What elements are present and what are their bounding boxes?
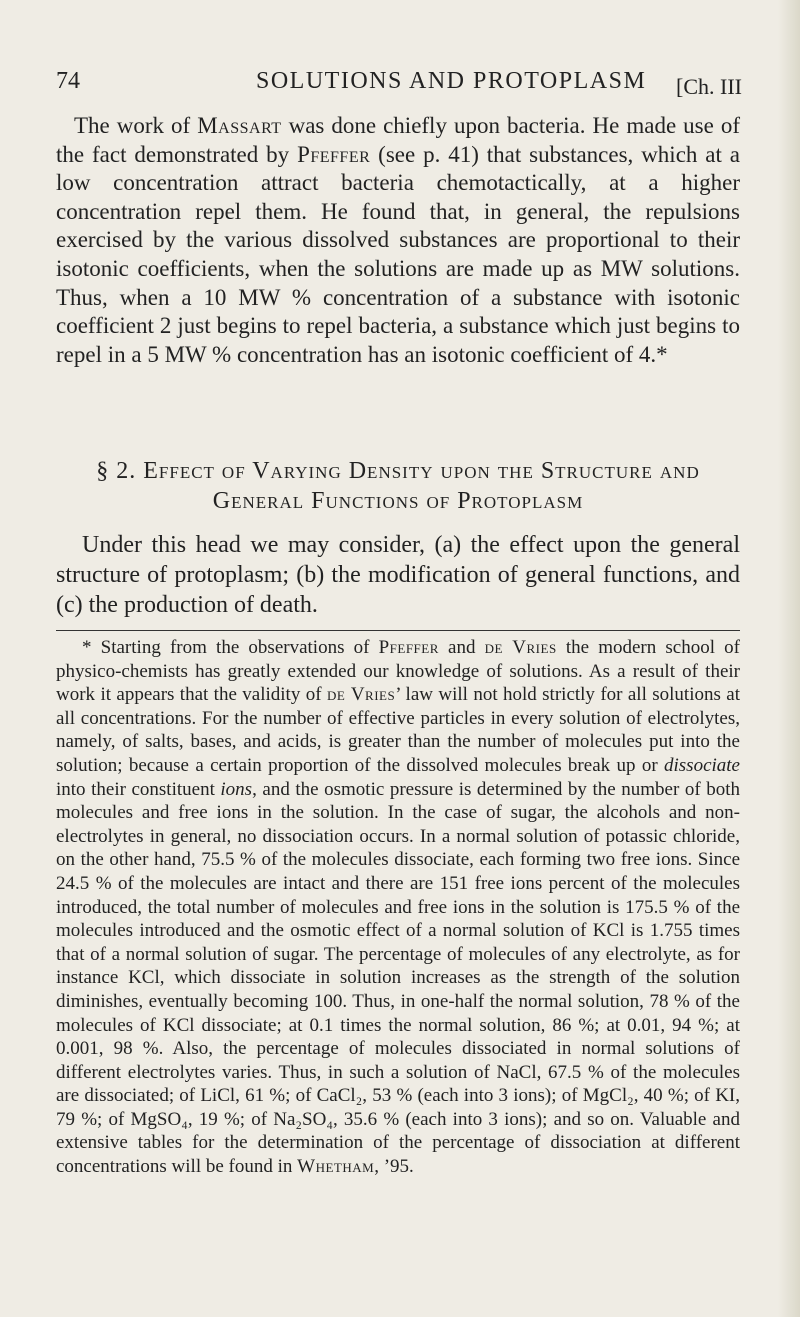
footnote-divider bbox=[56, 630, 740, 631]
author-name-whetham: Whetham bbox=[297, 1156, 375, 1178]
section-heading: § 2. Effect of Varying Density upon the Structure and General Functions of Protoplasm bbox=[96, 458, 700, 514]
author-name-de-vries: de Vries bbox=[326, 684, 396, 706]
author-name-massart: Massart bbox=[197, 113, 282, 138]
text-run: * Starting from the observations of bbox=[82, 637, 379, 658]
chapter-mark: [Ch. III bbox=[676, 74, 742, 99]
footnote bbox=[56, 636, 740, 1179]
text-run: into their constituent bbox=[56, 778, 221, 800]
italic-term: dissociate bbox=[664, 754, 740, 776]
italic-term: ions bbox=[220, 778, 253, 800]
text-run: , and the osmotic pressure is determined by the number of both molecules and free ions in the solution. In the case of sugar, the alcohols and non-electrolytes in general, no dissociation occurs. In a normal solution of potassic chloride, on the other hand, 75.5 % of the molecules dissociate, each forming two free ions. Since 24.5 % of the molecules are intact and there are 151 free ions percent of the molecules introduced, the total number of molecules and free ions in the solution is 175.5 % of the molecules introduced and the osmotic effect of a normal solution of KCl is 1.755 times that of a normal solution of sugar. The percentage of molecules of any electrolyte, as for instance KCl, which dissociate in solution increases as the strength of the solution diminishes, eventually becoming 100. Thus, in one-half the normal solution, 78 % of the molecules of KCl dissociate; at 0.1 times the normal solution, 86 %; at 0.01, 94 %; at 0.001, 98 %. Also, the percentage of molecules dissociated in normal solutions of different electrolytes varies. Thus, in such a solution of NaCl, 67.5 % of the molecules are dissociated; of LiCl, 61 %; of CaCl₂, 53 % (each into 3 ions); of MgCl₂, 40 %; of KI, 79 %; of MgSO₄, 19 %; of Na₂SO₄, 35.6 % (each into 3 ions); and so on. Valuable and extensive tables for the determination of the percentage of dissociation at different concentrations will be found in bbox=[56, 778, 740, 1178]
page-number: 74 bbox=[56, 68, 80, 94]
text-run: The work of bbox=[74, 113, 198, 138]
text-run: ’ law will not hold strictly for all solutions at all concentrations. For the number of effective particles in every solution of electrolytes, namely, of salts, bases, and acids, is greater than the number of molecules put into the solution; because a certain proportion of the dissolved molecules break up or bbox=[56, 684, 740, 776]
running-head bbox=[56, 68, 742, 104]
text-run: , ’95. bbox=[374, 1156, 414, 1178]
author-name-de-vries: de Vries bbox=[484, 637, 557, 658]
section-intro-paragraph bbox=[56, 530, 740, 620]
running-title: SOLUTIONS AND PROTOPLASM bbox=[256, 68, 647, 94]
author-name-pfeffer: Pfeffer bbox=[378, 637, 439, 658]
section-intro-text: Under this head we may consider, (a) the effect upon the general structure of protoplasm; (b) the modification of general functions, and (c) the production of death. bbox=[56, 532, 740, 618]
text-run: (see p. 41) that substances, which at a low concentration attract bacteria chemotactically, at a higher concentration repel them. He found that, in general, the repulsions exercised by the various dissolved substances are proportional to their isotonic coefficients, when the solutions are made up as MW solutions. Thus, when a 10 MW % concentration of a substance with isotonic coefficient 2 just begins to repel bacteria, a substance which just begins to repel in a 5 MW % concentration has an isotonic coefficient of 4.* bbox=[56, 141, 740, 367]
paragraph-text bbox=[56, 112, 740, 369]
text-run: the modern school of physico-chemists has greatly extended our knowledge of solutions. As a result of their work it appears that the validity of bbox=[56, 637, 740, 706]
text-run: and bbox=[438, 637, 485, 658]
text-run: was done chiefly upon bacteria. He made use of the fact demonstrated by bbox=[56, 113, 740, 167]
paragraph-massart bbox=[56, 112, 740, 369]
author-name-pfeffer: Pfeffer bbox=[297, 141, 371, 167]
page-edge-shadow bbox=[778, 0, 800, 1317]
footnote-text bbox=[56, 636, 740, 1179]
